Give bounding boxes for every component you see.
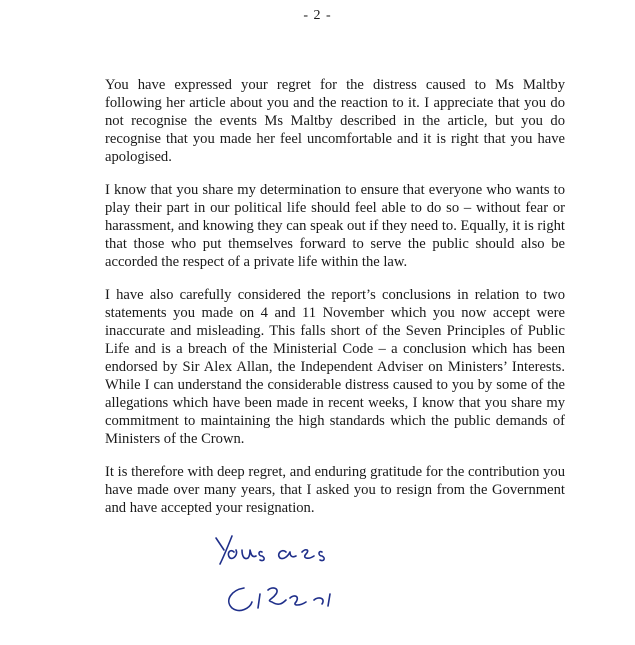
handwritten-signature <box>210 528 390 618</box>
letter-body <box>105 76 565 532</box>
paragraph-determination: I know that you share my determination to ensure that everyone who wants to play their part in our political life should feel able to do so – without fear or harassment, and knowing they can speak out if they need to. Equally, it is right that those who put themselves forward to serve the public should also be accorded the respect of a private life within the law. <box>105 182 565 270</box>
paragraph-regret: You have expressed your regret for the distress caused to Ms Maltby following her article about you and the reaction to it. I appreciate that you do not recognise the events Ms Maltby described in the article, but you do recognise that you made her feel uncomfortable and it is right that you have apologised. <box>105 77 565 165</box>
page-number: - 2 - <box>303 8 332 23</box>
paragraph-resignation: It is therefore with deep regret, and enduring gratitude for the contribution you have made over many years, that I asked you to resign from the Government and have accepted your resignation. <box>105 464 565 516</box>
paragraph-report-conclusions: I have also carefully considered the report’s conclusions in relation to two statements you made on 4 and 11 November which you now accept were inaccurate and misleading. This falls short of the Seven Principles of Public Life and is a breach of the Ministerial Code – a conclusion which has been endorsed by Sir Alex Allan, the Independent Adviser on Ministers’ Interests. While I can understand the considerable distress caused to you by some of the allegations which have been made in recent weeks, I know that you share my commitment to maintaining the high standards which the public demands of Ministers of the Crown. <box>105 287 565 447</box>
